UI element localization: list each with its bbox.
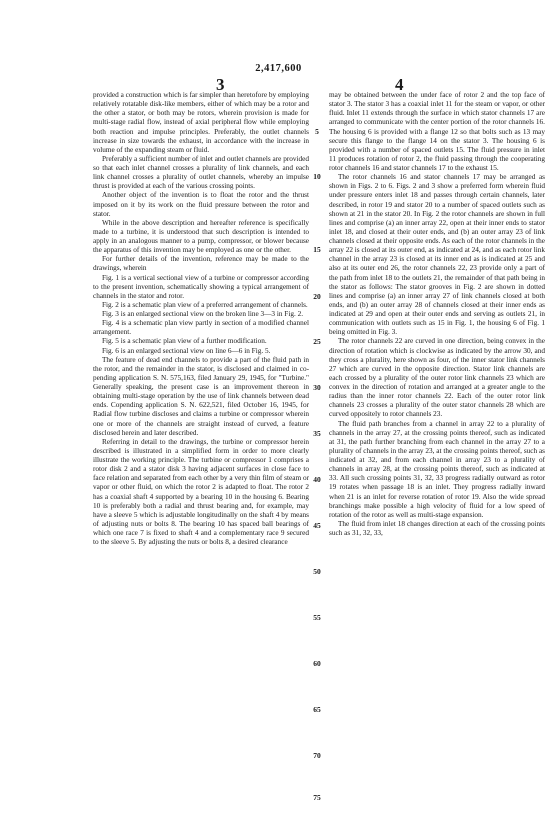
line-number: 5 [315,127,319,136]
line-number: 35 [313,429,321,438]
paragraph: While in the above description and hereafter reference is specifically made to a turbine, it is understood that such description is intended to apply in an analogous manner to a pump, compressor, or blower because the apparatus of this invention may be employed as one or the other. [93,218,309,255]
paragraph: provided a construction which is far simpler than heretofore by employing relatively rotatable disk-like members, either of which may be a rotor and the other a stator, or both may be rotors, wherein provision is made for multi-stage radial flow, instead of axial peripheral flow while employing both reaction and impulse principles. Preferably, the outlet channels increase in size towards the exhaust, in accordance with the increase in volume of the expanding steam or fluid. [93,91,309,154]
line-number: 30 [313,383,321,392]
paragraph: Preferably a sufficient number of inlet and outlet channels are provided so that each inlet channel crosses a plurality of link channels, and each link channel crosses a plurality of outlet channels, whereby an impulse thrust is provided at each of the various crossing points. [93,154,309,191]
paragraph: For further details of the invention, reference may be made to the drawings, wherein [93,255,309,273]
line-number: 70 [313,751,321,760]
line-number: 75 [313,793,321,802]
paragraph: Another object of the invention is to float the rotor and the thrust imposed on it by its work on the fluid pressure between the rotor and stator. [93,191,309,218]
paragraph: The feature of dead end channels to provide a part of the fluid path in the rotor, and the remainder in the stator, is disclosed and claimed in co-pending application S. N. 575,163, filed January 29, 1945, for "Turbine." Generally speaking, the present case is an improvement thereon in obtaining multi-stage operation by the use of link channels between dead ends. Copending application S. N. 622,521, filed October 16, 1945, for Radial flow turbine discloses and claims a turbine or compressor wherein one or more of the channels are straight instead of curved, a feature disclosed herein and later described. [93,355,309,437]
paragraph: may be obtained between the under face of rotor 2 and the top face of stator 3. The stator 3 has a coaxial inlet 11 for the steam or vapor, or other fluid. Inlet 11 extends through the surface in which stator channels 17 are arranged to communicate with the center portion of the rotor channels 16. The housing 6 is provided with a flange 12 so that bolts such as 13 may secure this flange to the flange 14 on the stator 3. The housing 6 is provided with a number of spaced outlets 15. The fluid pressure in inlet 11 produces rotation of rotor 2, the fluid passing through the cooperating rotor channels 16 and stator channels 17 to the exhaust 15. [329,91,545,172]
paragraph: Fig. 6 is an enlarged sectional view on line 6—6 in Fig. 5. [102,346,271,355]
line-number: 25 [313,337,321,346]
line-number: 20 [313,292,321,301]
paragraph: Fig. 4 is a schematic plan view partly in section of a modified channel arrangement. [93,319,309,337]
line-number: 50 [313,567,321,576]
left-column-number: 3 [216,75,225,94]
line-number: 45 [313,521,321,530]
line-number: 10 [313,172,321,181]
paragraph: Fig. 3 is an enlarged sectional view on the broken line 3—3 in Fig. 2. [102,310,304,318]
right-text-column [329,91,545,538]
patent-number: 2,417,600 [255,63,302,74]
paragraph: The fluid path branches from a channel in array 22 to a plurality of channels in the array 27, at the crossing points thereof, such as indicated at 31, the path further branching from each channel in the array 27 to a plurality of channels in the array 23, at the crossing points thereof, such as indicated at 32, and from each channel in array 23 to a plurality of channels in array 28, at the crossing points thereof, such as indicated at 33. All such crossing points 31, 32, 33 progress radially outward as rotor 19 rotates when passage 18 is an inlet. They progress radially inward when 21 is an inlet for reverse rotation of rotor 19. Also the wide spread branchings make possible a high velocity of fluid for a low speed of rotation of the rotor as well as multi-stage expansion. [329,419,545,519]
paragraph: Fig. 5 is a schematic plan view of a further modification. [102,337,267,346]
paragraph: Referring in detail to the drawings, the turbine or compressor herein described is illustrated in a simplified form in order to more clearly illustrate the working principle. The turbine or compressor 1 comprises a rotor disk 2 and a stator disk 3 having adjacent surfaces in close face to face relation and separated from each other by a very thin film of steam or vapor or other fluid, on which the rotor 2 is adapted to float. The rotor 2 has a coaxial shaft 4 supported by a bearing 10 in the housing 6. Bearing 10 is preferably both a radial and thrust bearing and, for example, may have a sleeve 5 which is adjustable longitudinally on the shaft 4 by means of adjusting nuts or bolts 8. The bearing 10 has spaced ball bearings of which one race 7 is fixed to shaft 4 and a complementary race 9 secured to the sleeve 5. By adjusting the nuts or bolts 8, a desired clearance [93,437,309,547]
line-number: 40 [313,475,321,484]
line-number: 65 [313,705,321,714]
paragraph: Fig. 2 is a schematic plan view of a preferred arrangement of channels. [102,300,308,309]
line-number: 15 [313,245,321,254]
paragraph: The rotor channels 22 are curved in one direction, being convex in the direction of rotation which is clockwise as indicated by the arrow 30, and they cross a plurality, here shown as four, of the inner stator link channels 27 which are curved in the opposite direction. Stator link channels are each crossed by a plurality of the outer rotor link channels 23 which are convex in the direction of rotation and arranged at a greater angle to the radius than the inner rotor channels 22. Each of the outer rotor link channels 23 crosses a plurality of the outer stator channels 28 which are curved oppositely to rotor channels 23. [329,337,545,419]
paragraph: The rotor channels 16 and stator channels 17 may be arranged as shown in Figs. 2 to 6. Figs. 2 and 3 show a preferred form wherein fluid under pressure enters inlet 18 and passes through certain channels, later described, in rotor 19 and stator 20 to a number of spaced outlets such as shown at 21 in the stator 20. In Fig. 2 the rotor channels are shown in full lines and comprise (a) an inner array 22, open at their inner ends to stator inlet 18, and closed at their outer ends, and (b) an outer array 23 of link channels closed at their opposite ends. As each of the rotor channels in the array 22 is closed at its outer end, as indicated at 24, and as each rotor link channel in the array 23 is closed at its inner end as is indicated at 25 and also at its outer end 26, the rotor channels 22, 23 provide only a part of the path from inlet 18 to the outlets 21, the remainder of that path being in the stator as follows: The stator grooves in Fig. 2 are shown in dotted lines and comprise (a) an inner array 27 of link channels closed at both ends, and (b) an outer array 28 of channels closed at their inner ends as indicated at 29 and open at their outer ends and serving as outlets 21, in communication with outlets such as 15 in Fig. 1, the housing 6 of Fig. 1 being omitted in Fig. 3. [329,173,545,337]
line-number: 55 [313,613,321,622]
right-column-number: 4 [395,75,404,94]
paragraph: The fluid from inlet 18 changes direction at each of the crossing points such as 31, 32, 33, [329,519,545,537]
paragraph: Fig. 1 is a vertical sectional view of a turbine or compressor according to the present invention, schematically showing a typical arrangement of channels in the stator and rotor. [93,273,309,300]
left-text-column [93,91,309,547]
line-number: 60 [313,659,321,668]
